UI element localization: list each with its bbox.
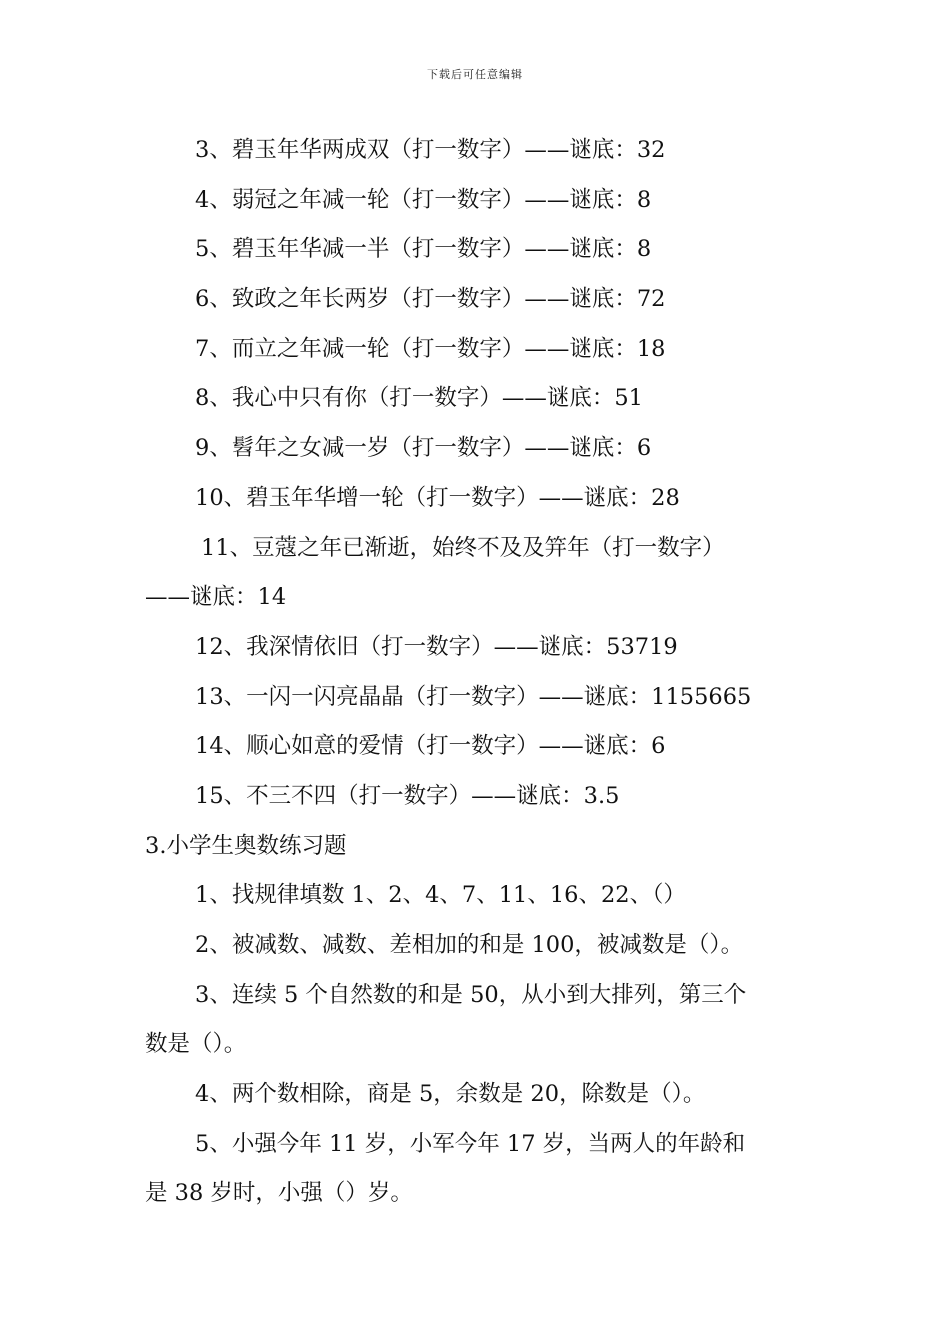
riddle-line: 10、碧玉年华增一轮（打一数字）——谜底：28 bbox=[195, 484, 680, 511]
page-header: 下载后可任意编辑 bbox=[427, 68, 523, 81]
exercise-line: 4、两个数相除，商是 5，余数是 20，除数是（）。 bbox=[195, 1081, 706, 1108]
exercise-line: 1、找规律填数 1、2、4、7、11、16、22、（） bbox=[195, 882, 686, 909]
riddle-line-continued: ——谜底：14 bbox=[145, 584, 287, 611]
section-heading: 3.小学生奥数练习题 bbox=[145, 832, 347, 859]
riddle-line: 6、致政之年长两岁（打一数字）——谜底：72 bbox=[195, 286, 666, 313]
riddle-line: 12、我深情依旧（打一数字）——谜底：53719 bbox=[195, 633, 678, 660]
riddle-line: 15、不三不四（打一数字）——谜底：3.5 bbox=[195, 782, 620, 809]
exercise-line: 2、被减数、减数、差相加的和是 100，被减数是（）。 bbox=[195, 932, 744, 958]
exercise-line: 3、连续 5 个自然数的和是 50，从小到大排列，第三个 bbox=[195, 981, 747, 1008]
riddle-line: 11、豆蔻之年已渐逝，始终不及及笄年（打一数字） bbox=[201, 534, 725, 561]
riddle-line: 13、一闪一闪亮晶晶（打一数字）——谜底：1155665 bbox=[195, 683, 752, 710]
riddle-line: 7、而立之年减一轮（打一数字）——谜底：18 bbox=[195, 335, 666, 362]
exercise-line-continued: 是 38 岁时，小强（）岁。 bbox=[145, 1180, 413, 1207]
document-body bbox=[145, 126, 810, 1219]
riddle-line: 8、我心中只有你（打一数字）——谜底：51 bbox=[195, 385, 643, 412]
riddle-line: 5、碧玉年华减一半（打一数字）——谜底：8 bbox=[195, 236, 652, 263]
exercise-line: 5、小强今年 11 岁，小军今年 17 岁，当两人的年龄和 bbox=[195, 1130, 746, 1157]
exercise-line-continued: 数是（）。 bbox=[145, 1031, 247, 1058]
riddle-line: 4、弱冠之年减一轮（打一数字）——谜底：8 bbox=[195, 186, 652, 213]
riddle-line: 9、髫年之女减一岁（打一数字）——谜底：6 bbox=[195, 435, 652, 462]
riddle-line: 3、碧玉年华两成双（打一数字）——谜底：32 bbox=[195, 137, 666, 163]
riddle-line: 14、顺心如意的爱情（打一数字）——谜底：6 bbox=[195, 733, 666, 760]
